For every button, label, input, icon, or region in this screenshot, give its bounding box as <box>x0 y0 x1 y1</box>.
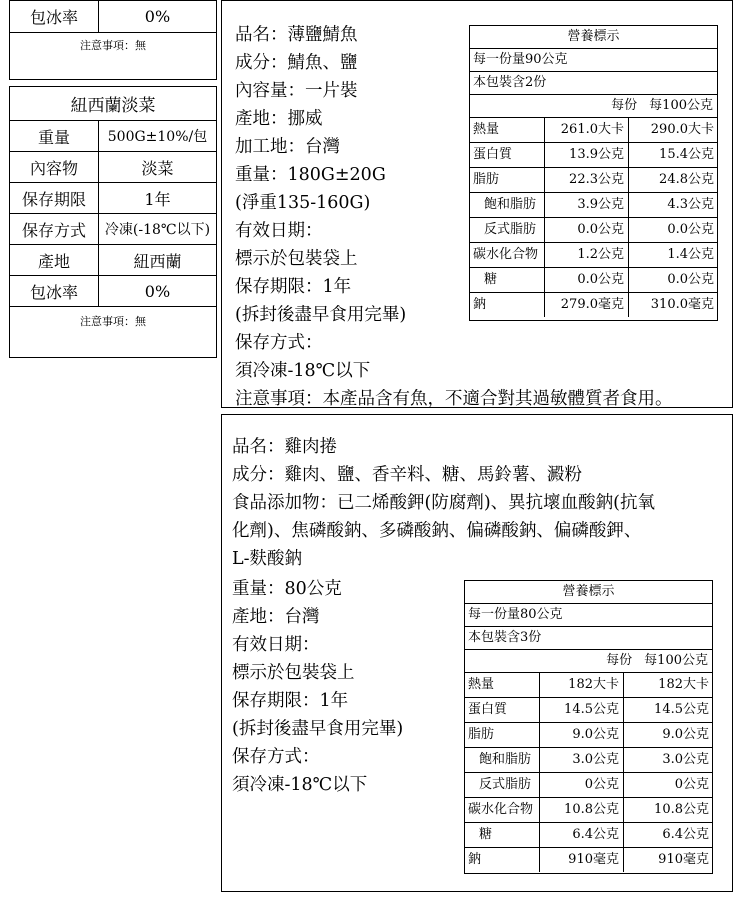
nutrient-name: 熱量 <box>465 673 540 697</box>
nutrient-name: 脂肪 <box>470 168 545 192</box>
mussel-row-label: 保存方式 <box>10 214 99 244</box>
nutrition-row <box>470 168 717 193</box>
nutrition-row <box>465 748 712 773</box>
nutrition-servings-per-pack: 本包裝含2份 <box>470 72 717 95</box>
info-line: 保存方式： <box>232 747 320 767</box>
mussel-row-label: 內容物 <box>10 152 99 182</box>
mackerel-nutrition-table <box>469 25 718 321</box>
nutrient-per-100g: 10.8公克 <box>654 802 709 817</box>
nutrient-per-serving: 0公克 <box>540 773 624 797</box>
nutrition-title: 營養標示 <box>465 581 712 604</box>
nutrition-row <box>465 723 712 748</box>
nutrient-name: 反式脂肪 <box>470 218 545 242</box>
nutrient-per-serving: 13.9公克 <box>545 143 629 167</box>
nutrition-row <box>470 143 717 168</box>
nutrition-row <box>470 243 717 268</box>
info-line: 品名：雞肉捲 <box>232 437 337 457</box>
nutrition-row <box>465 773 712 798</box>
mussel-rows <box>10 121 216 307</box>
nutrient-per-100g: 290.0大卡 <box>650 122 714 137</box>
info-line: 保存方式： <box>235 333 323 353</box>
nutrient-per-100g: 910毫克 <box>658 852 709 867</box>
nutrient-per-100g: 1.4公克 <box>667 247 714 262</box>
nutrient-per-100g: 24.8公克 <box>659 172 714 187</box>
info-line: 食品添加物：已二烯酸鉀(防腐劑)、異抗壞血酸鈉(抗氧 <box>232 493 655 513</box>
col-per-serving: 每份 <box>606 653 633 668</box>
chicken-roll-panel <box>221 414 733 892</box>
nutrition-row <box>470 268 717 293</box>
mussel-notice: 注意事項：無 <box>80 315 146 328</box>
ice-rate-value: 0% <box>144 7 171 26</box>
nutrition-row <box>470 193 717 218</box>
nutrient-per-serving: 0.0公克 <box>545 218 629 242</box>
mussel-row-label: 包冰率 <box>10 276 99 306</box>
nutrient-name: 鈉 <box>465 848 540 872</box>
nutrient-name: 糖 <box>465 823 540 847</box>
nutrient-name: 碳水化合物 <box>470 243 545 267</box>
nutrient-name: 熱量 <box>470 118 545 142</box>
nutrient-per-100g: 4.3公克 <box>667 197 714 212</box>
nutrient-per-100g: 310.0毫克 <box>650 297 714 312</box>
nutrient-per-serving: 910毫克 <box>540 848 624 872</box>
nutrition-row <box>470 293 717 317</box>
col-per-100g: 每100公克 <box>649 98 713 113</box>
nutrient-per-serving: 3.9公克 <box>545 193 629 217</box>
nutrient-name: 脂肪 <box>465 723 540 747</box>
nutrition-title: 營養標示 <box>470 26 717 49</box>
ice-rate-table-top <box>9 0 217 80</box>
info-line: 成分：雞肉、鹽、香辛料、糖、馬鈴薯、澱粉 <box>232 465 582 485</box>
info-line: L-麩酸鈉 <box>232 549 303 569</box>
info-line: 內容量：一片裝 <box>235 81 358 101</box>
info-line: 加工地：台灣 <box>235 137 340 157</box>
nutrient-per-serving: 3.0公克 <box>540 748 624 772</box>
mussel-row <box>10 214 216 245</box>
nutrient-per-100g: 3.0公克 <box>662 752 709 767</box>
mussel-row-value: 1年 <box>144 189 171 209</box>
nutrient-name: 飽和脂肪 <box>465 748 540 772</box>
nutrition-row <box>465 848 712 872</box>
mussel-row <box>10 245 216 276</box>
nutrient-per-serving: 22.3公克 <box>545 168 629 192</box>
info-line: 保存期限：1年 <box>235 277 352 297</box>
info-line: 標示於包裝袋上 <box>232 663 355 683</box>
info-line: 產地：挪威 <box>235 109 323 129</box>
ice-rate-row <box>10 1 216 33</box>
nutrient-per-100g: 6.4公克 <box>662 827 709 842</box>
info-line: 化劑)、焦磷酸鈉、多磷酸鈉、偏磷酸鈉、偏磷酸鉀、 <box>232 521 642 541</box>
info-line: 保存期限：1年 <box>232 691 349 711</box>
ice-rate-label: 包冰率 <box>10 1 99 32</box>
nutrition-row <box>465 673 712 698</box>
nutrient-per-serving: 9.0公克 <box>540 723 624 747</box>
info-line: 注意事項：本產品含有魚，不適合對其過敏體質者食用。 <box>235 389 673 409</box>
nutrient-name: 糖 <box>470 268 545 292</box>
nutrient-per-serving: 261.0大卡 <box>545 118 629 142</box>
col-per-serving: 每份 <box>611 98 638 113</box>
nutrition-row <box>465 698 712 723</box>
nutrition-row <box>470 218 717 243</box>
mussel-row <box>10 121 216 152</box>
nutrient-per-100g: 0公克 <box>674 777 709 792</box>
info-line: 重量：180G±20G <box>235 165 386 185</box>
info-line: 有效日期： <box>235 221 323 241</box>
info-line: 產地：台灣 <box>232 607 320 627</box>
info-line: 須冷凍-18℃以下 <box>235 361 371 381</box>
nutrient-per-100g: 0.0公克 <box>667 222 714 237</box>
nutrient-name: 蛋白質 <box>465 698 540 722</box>
nutrient-per-serving: 6.4公克 <box>540 823 624 847</box>
mussel-title: 紐西蘭淡菜 <box>10 87 216 121</box>
nutrition-row <box>465 823 712 848</box>
nutrition-serving: 每一份量90公克 <box>470 49 717 72</box>
nutrient-name: 蛋白質 <box>470 143 545 167</box>
nutrient-per-serving: 0.0公克 <box>545 268 629 292</box>
nutrition-column-headers <box>465 650 712 673</box>
chicken-roll-info-top <box>232 433 732 573</box>
nutrient-per-100g: 15.4公克 <box>659 147 714 162</box>
info-line: (拆封後盡早食用完畢) <box>235 305 407 325</box>
nutrient-per-100g: 0.0公克 <box>667 272 714 287</box>
mackerel-panel <box>221 0 733 408</box>
nutrient-name: 反式脂肪 <box>465 773 540 797</box>
nutrient-name: 飽和脂肪 <box>470 193 545 217</box>
info-line: (拆封後盡早食用完畢) <box>232 719 404 739</box>
mussel-row-value: 冷凍(-18℃以下) <box>104 222 211 238</box>
mussel-row-value: 紐西蘭 <box>133 251 182 271</box>
mussel-row-value: 500G±10%/包 <box>107 129 208 145</box>
nutrition-row <box>465 798 712 823</box>
info-line: 須冷凍-18℃以下 <box>232 775 368 795</box>
mussel-row <box>10 183 216 214</box>
info-line: 重量：80公克 <box>232 579 342 599</box>
info-line: 標示於包裝袋上 <box>235 249 358 269</box>
mussel-row-label: 產地 <box>10 245 99 275</box>
info-line: (淨重135-160G) <box>235 193 371 213</box>
mussel-spec-table <box>9 86 217 358</box>
mussel-row <box>10 152 216 183</box>
nutrient-per-serving: 182大卡 <box>540 673 624 697</box>
nutrient-per-100g: 9.0公克 <box>662 727 709 742</box>
chicken-roll-nutrition-table <box>464 580 713 874</box>
mussel-row-value: 0% <box>144 281 171 301</box>
mussel-row <box>10 276 216 307</box>
nutrition-serving: 每一份量80公克 <box>465 604 712 627</box>
mussel-row-label: 保存期限 <box>10 183 99 213</box>
info-line: 有效日期： <box>232 635 320 655</box>
nutrition-row <box>470 118 717 143</box>
nutrient-name: 碳水化合物 <box>465 798 540 822</box>
notice-text: 注意事項：無 <box>80 39 146 52</box>
nutrient-per-100g: 182大卡 <box>658 677 709 692</box>
nutrient-per-serving: 10.8公克 <box>540 798 624 822</box>
mussel-row-label: 重量 <box>10 121 99 151</box>
nutrient-per-serving: 14.5公克 <box>540 698 624 722</box>
info-line: 成分：鯖魚、鹽 <box>235 53 358 73</box>
nutrient-name: 鈉 <box>470 293 545 317</box>
nutrition-servings-per-pack: 本包裝含3份 <box>465 627 712 650</box>
nutrient-per-100g: 14.5公克 <box>654 702 709 717</box>
chicken-roll-info-left <box>232 575 403 799</box>
nutrient-per-serving: 279.0毫克 <box>545 293 629 317</box>
nutrient-per-serving: 1.2公克 <box>545 243 629 267</box>
info-line: 品名：薄鹽鯖魚 <box>235 25 358 45</box>
mussel-row-value: 淡菜 <box>141 158 174 178</box>
col-per-100g: 每100公克 <box>644 653 708 668</box>
nutrition-column-headers <box>470 95 717 118</box>
